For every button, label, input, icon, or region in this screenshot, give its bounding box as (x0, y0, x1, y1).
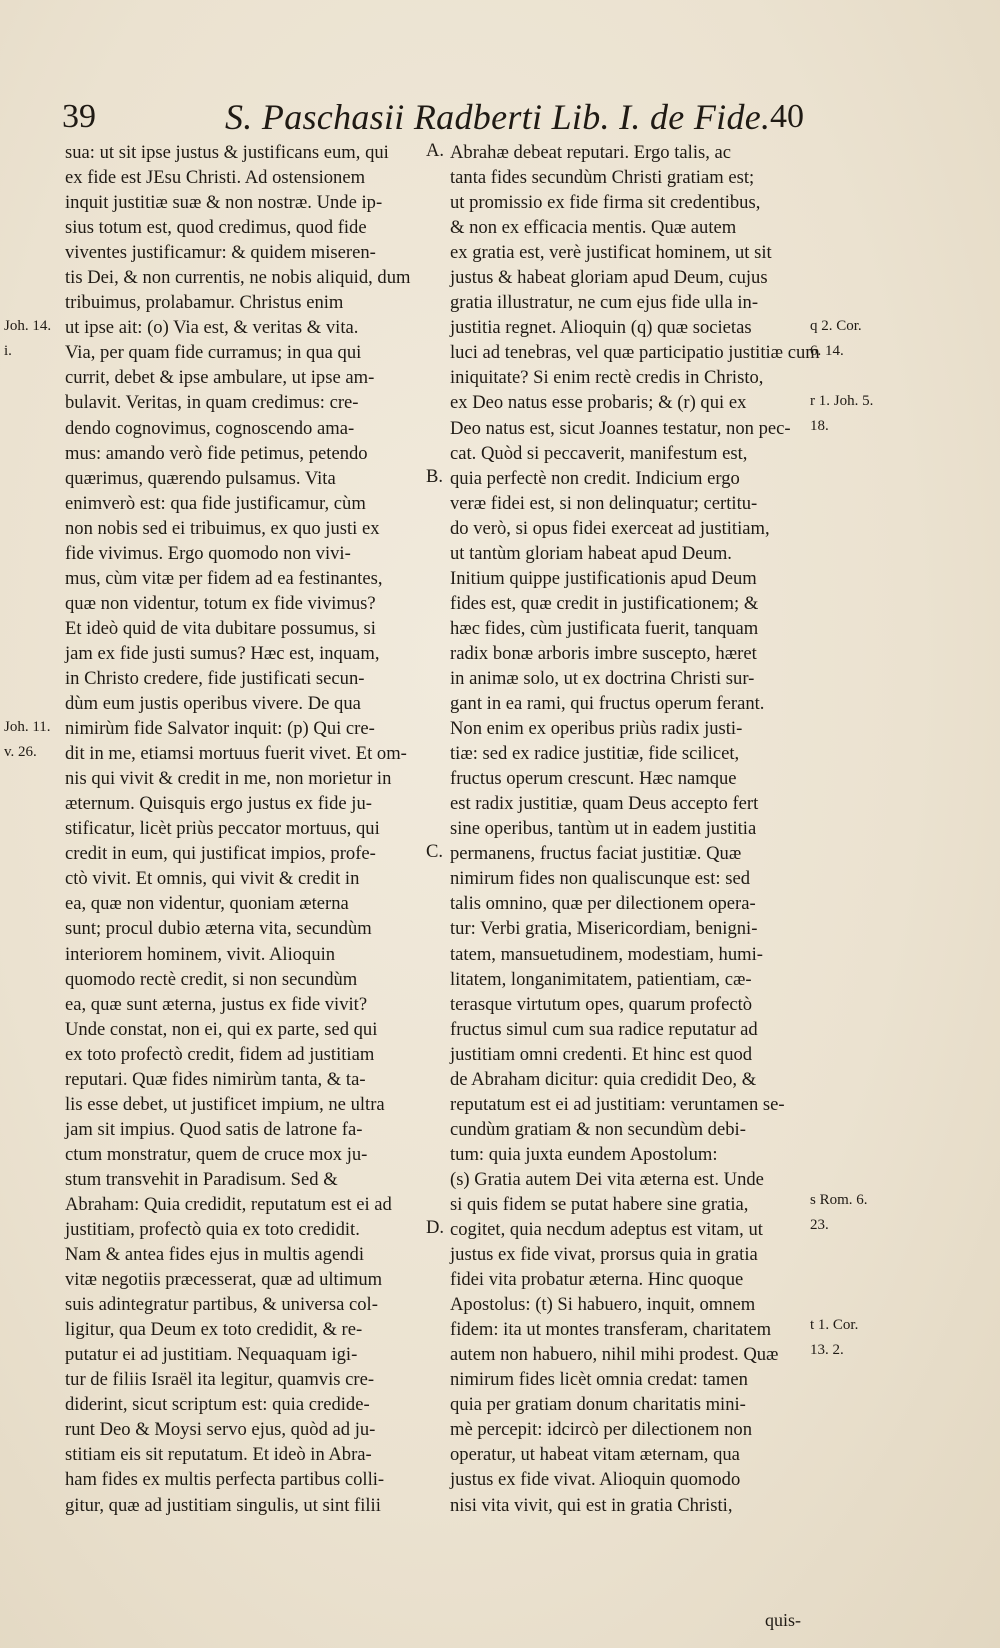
text-line: ex fide est JEsu Christi. Ad ostensionem (65, 167, 366, 189)
text-line: stificatur, licèt priùs peccator mortuus, qui (65, 818, 380, 840)
text-line: dendo cognovimus, cognoscendo ama- (65, 417, 355, 439)
text-line: quæ non videntur, totum ex fide vivimus? (65, 592, 376, 614)
margin-note: v. 26. (4, 744, 37, 760)
text-line: stitiam eis sit reputatum. Et ideò in Abra- (65, 1444, 372, 1466)
text-line: Via, per quam fide curramus; in qua qui (65, 342, 362, 364)
text-line: Apostolus: (t) Si habuero, inquit, omnem (450, 1294, 756, 1316)
text-line: runt Deo & Moysi servo ejus, quòd ad ju- (65, 1419, 376, 1441)
text-line: dit in me, etiamsi mortuus fuerit vivet. Et om- (65, 743, 407, 765)
text-line: fidei vita probatur æterna. Hinc quoque (450, 1269, 744, 1291)
margin-note: 18. (810, 418, 829, 434)
text-line: tiæ: sed ex radice justitiæ, fide scilicet, (450, 743, 740, 765)
section-marker-a: A. (426, 140, 445, 161)
text-line: ut tantùm gloriam habeat apud Deum. (450, 542, 732, 564)
text-line: ex Deo natus esse probaris; & (r) qui ex (450, 392, 747, 414)
running-title: S. Paschasii Radberti Lib. I. de Fide. (225, 97, 771, 137)
margin-note: 23. (810, 1217, 829, 1233)
margin-note: i. (4, 343, 12, 359)
text-line: sunt; procul dubio æterna vita, secundùm (65, 918, 372, 940)
text-line: mus, cùm vitæ per fidem ad ea festinantes, (65, 567, 383, 589)
section-marker-c: C. (426, 841, 444, 862)
text-line: sua: ut sit ipse justus & justificans eum, qui (65, 142, 389, 163)
text-line: quia per gratiam donum charitatis mini- (450, 1394, 746, 1416)
text-line: fructus simul cum sua radice reputatur ad (450, 1018, 758, 1040)
text-line: tis Dei, & non currentis, ne nobis aliquid, dum (65, 267, 411, 289)
text-line: ctò vivit. Et omnis, qui vivit & credit in (65, 868, 360, 890)
text-line: fructus operum crescunt. Hæc namque (450, 768, 737, 790)
text-line: gant in ea rami, qui fructus operum ferant. (450, 693, 765, 715)
text-line: litatem, longanimitatem, patientiam, cæ- (450, 968, 752, 990)
text-line: cundùm gratiam & non secundùm debi- (450, 1118, 746, 1140)
margin-note: Joh. 14. (4, 318, 52, 334)
catchword: quis- (765, 1610, 801, 1630)
text-line: jam sit impius. Quod satis de latrone fa- (65, 1118, 363, 1140)
text-line: nimirum fides licèt omnia credat: tamen (450, 1369, 748, 1391)
text-line: tum: quia juxta eundem Apostolum: (450, 1143, 718, 1165)
text-line: do verò, si opus fidei exerceat ad justitiam, (450, 517, 770, 539)
text-line: in animæ solo, ut ex doctrina Christi sur- (450, 667, 755, 689)
text-line: lis esse debet, ut justificet impium, ne ultra (65, 1093, 385, 1115)
margin-note: Joh. 11. (4, 719, 51, 735)
text-line: luci ad tenebras, vel quæ participatio justitiæ cum (450, 342, 820, 364)
text-line: ligitur, qua Deum ex toto credidit, & re- (65, 1319, 363, 1341)
text-line: ex toto profectò credit, fidem ad justitiam (65, 1043, 375, 1065)
text-line: de Abraham dicitur: quia credidit Deo, & (450, 1068, 757, 1090)
text-line: reputari. Quæ fides nimirùm tanta, & ta- (65, 1068, 366, 1090)
text-line: putatur ei ad justitiam. Nequaquam igi- (65, 1344, 358, 1366)
text-line: nisi vita vivit, qui est in gratia Christi, (450, 1494, 733, 1516)
text-line: ut ipse ait: (o) Via est, & veritas & vita. (65, 317, 359, 339)
text-line: quia perfectè non credit. Indicium ergo (450, 467, 740, 489)
page-number-right: 40 (770, 98, 804, 135)
text-line: bulavit. Veritas, in quam credimus: cre- (65, 392, 359, 414)
text-line: quomodo rectè credit, si non secundùm (65, 968, 358, 990)
text-line: (s) Gratia autem Dei vita æterna est. Unde (450, 1168, 764, 1190)
text-line: veræ fidei est, si non delinquatur; certitu- (450, 492, 758, 514)
text-line: enimverò est: qua fide justificamur, cùm (65, 492, 366, 514)
text-line: ea, quæ non videntur, quoniam æterna (65, 893, 349, 915)
text-line: fide vivimus. Ergo quomodo non vivi- (65, 542, 351, 564)
text-line: justus ex fide vivat. Alioquin quomodo (450, 1469, 741, 1491)
margin-note: s Rom. 6. (810, 1192, 868, 1208)
text-line: Deo natus est, sicut Joannes testatur, non pec- (450, 417, 791, 439)
text-line: ea, quæ sunt æterna, justus ex fide vivit? (65, 993, 368, 1015)
text-line: stum transvehit in Paradisum. Sed & (65, 1168, 338, 1190)
text-line: inquit justitiæ suæ & non nostræ. Unde ip- (65, 192, 383, 214)
text-line: nimirùm fide Salvator inquit: (p) Qui cre- (65, 718, 375, 740)
text-line: æternum. Quisquis ergo justus ex fide ju- (65, 793, 372, 815)
text-line: justitiam omni credenti. Et hinc est quod (450, 1043, 753, 1065)
page-number-left: 39 (62, 98, 96, 135)
text-line: sine operibus, tantùm ut in eadem justitia (450, 818, 757, 840)
text-line: viventes justificamur: & quidem miseren- (65, 242, 376, 264)
text-line: justus ex fide vivat, prorsus quia in gratia (450, 1244, 758, 1266)
section-marker-b: B. (426, 466, 444, 487)
text-line: Nam & antea fides ejus in multis agendi (65, 1244, 364, 1266)
text-line: tanta fides secundùm Christi gratiam est; (450, 167, 755, 189)
text-line: tur de filiis Israël ita legitur, quamvis cre- (65, 1369, 375, 1391)
text-line: Non enim ex operibus priùs radix justi- (450, 718, 743, 740)
text-line: dùm eum justis operibus vivere. De qua (65, 693, 361, 715)
text-line: Abraham: Quia credidit, reputatum est ei ad (65, 1193, 392, 1215)
text-line: autem non habuero, nihil mihi prodest. Quæ (450, 1344, 779, 1366)
text-line: permanens, fructus faciat justitiæ. Quæ (450, 843, 742, 865)
margin-note: t 1. Cor. (810, 1317, 859, 1333)
text-line: ctum monstratur, quem de cruce mox ju- (65, 1143, 368, 1165)
text-line: & non ex efficacia mentis. Quæ autem (450, 217, 737, 239)
text-line: justitiam, profectò quia ex toto credidit. (65, 1219, 360, 1241)
text-line: hæc fides, cùm justificata fuerit, tanquam (450, 617, 759, 639)
text-line: in Christo credere, fide justificati secun- (65, 667, 365, 689)
text-line: talis omnino, quæ per dilectionem opera- (450, 893, 756, 915)
text-line: iniquitate? Si enim rectè credis in Christo, (450, 367, 764, 389)
text-line: vitæ negotiis præcesserat, quæ ad ultimum (65, 1269, 383, 1291)
section-marker-d: D. (426, 1217, 445, 1238)
text-line: est radix justitiæ, quam Deus accepto fert (450, 793, 759, 815)
text-line: nimirum fides non qualiscunque est: sed (450, 868, 751, 890)
text-line: terasque virtutum opes, quarum profectò (450, 993, 753, 1015)
text-line: jam ex fide justi sumus? Hæc est, inquam, (65, 642, 380, 664)
text-line: currit, debet & ipse ambulare, ut ipse am- (65, 367, 375, 389)
text-line: interiorem hominem, vivit. Alioquin (65, 943, 336, 965)
left-column (65, 140, 427, 1518)
text-line: justus & habeat gloriam apud Deum, cujus (450, 267, 768, 289)
text-line: diderint, sicut scriptum est: quia credide- (65, 1394, 370, 1416)
text-line: reputatum est ei ad justitiam: veruntamen se- (450, 1093, 785, 1115)
text-line: Unde constat, non ei, qui ex parte, sed qui (65, 1018, 378, 1040)
text-line: non nobis sed ei tribuimus, ex quo justi ex (65, 517, 380, 539)
text-line: mus: amando verò fide petimus, petendo (65, 442, 368, 464)
text-line: cat. Quòd si peccaverit, manifestum est, (450, 442, 748, 464)
text-line: cogitet, quia necdum adeptus est vitam, ut (450, 1219, 763, 1241)
margin-note: q 2. Cor. (810, 318, 862, 334)
text-line: mè percepit: idcircò per dilectionem non (450, 1419, 753, 1441)
text-line: ex gratia est, verè justificat hominem, ut sit (450, 242, 772, 264)
text-line: nis qui vivit & credit in me, non morietur in (65, 768, 392, 790)
text-line: fides est, quæ credit in justificationem; & (450, 592, 759, 614)
text-line: tur: Verbi gratia, Misericordiam, benigni- (450, 918, 758, 940)
text-line: gratia illustratur, ne cum ejus fide ulla in- (450, 292, 759, 314)
text-line: tribuimus, prolabamur. Christus enim (65, 292, 344, 314)
text-line: credit in eum, qui justificat impios, profe- (65, 843, 376, 865)
text-line: tatem, mansuetudinem, modestiam, humi- (450, 943, 763, 965)
text-line: Et ideò quid de vita dubitare possumus, si (65, 617, 376, 639)
text-line: quærimus, quærendo pulsamus. Vita (65, 467, 336, 489)
text-line: Initium quippe justificationis apud Deum (450, 567, 757, 589)
text-line: radix bonæ arboris imbre suscepto, hæret (450, 642, 757, 664)
text-line: justitia regnet. Alioquin (q) quæ societas (450, 317, 752, 339)
text-line: ham fides ex multis perfecta partibus colli- (65, 1469, 385, 1491)
text-line: suis adintegratur partibus, & universa col- (65, 1294, 378, 1316)
margin-note: 13. 2. (810, 1342, 844, 1358)
text-line: Abrahæ debeat reputari. Ergo talis, ac (450, 142, 732, 163)
text-line: si quis fidem se putat habere sine gratia, (450, 1193, 749, 1215)
margin-note: 6. 14. (810, 343, 844, 359)
text-line: fidem: ita ut montes transferam, charitatem (450, 1319, 772, 1341)
text-line: operatur, ut habeat vitam æternam, qua (450, 1444, 740, 1466)
text-line: gitur, quæ ad justitiam singulis, ut sint filii (65, 1494, 381, 1516)
text-line: ut promissio ex fide firma sit credentibus, (450, 192, 761, 214)
margin-note: r 1. Joh. 5. (810, 393, 874, 409)
text-line: sius totum est, quod credimus, quod fide (65, 217, 367, 239)
